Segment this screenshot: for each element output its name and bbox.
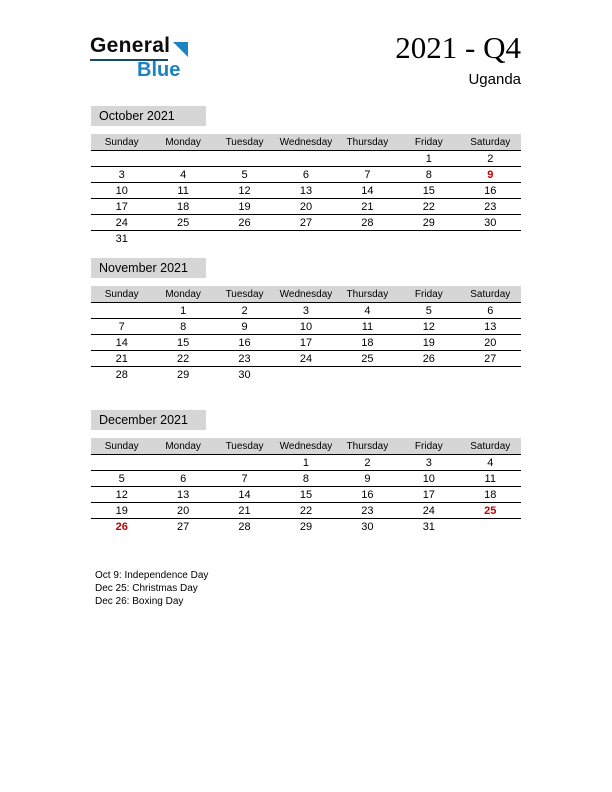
week-row [91, 503, 521, 519]
day-cell: 9 [460, 167, 521, 183]
week-row [91, 455, 521, 471]
day-cell: 24 [398, 503, 459, 519]
weekday-header: Monday [152, 286, 213, 303]
weekday-header: Saturday [460, 438, 521, 455]
day-cell: 13 [275, 183, 336, 199]
day-cell: 5 [91, 471, 152, 487]
day-cell: 13 [460, 319, 521, 335]
day-cell: 24 [275, 351, 336, 367]
day-cell: 31 [398, 519, 459, 535]
day-cell: 14 [337, 183, 398, 199]
weekday-header: Thursday [337, 134, 398, 151]
weekday-header: Saturday [460, 134, 521, 151]
day-cell: 29 [152, 367, 213, 383]
general-blue-logo [90, 34, 188, 82]
week-row [91, 471, 521, 487]
empty-cell [460, 231, 521, 247]
day-cell: 20 [152, 503, 213, 519]
weekday-header: Wednesday [275, 134, 336, 151]
day-cell: 12 [214, 183, 275, 199]
day-cell: 16 [214, 335, 275, 351]
day-cell: 6 [152, 471, 213, 487]
empty-cell [275, 367, 336, 383]
weekday-header: Saturday [460, 286, 521, 303]
day-cell: 12 [91, 487, 152, 503]
day-cell: 22 [152, 351, 213, 367]
day-cell: 22 [398, 199, 459, 215]
day-cell: 13 [152, 487, 213, 503]
weekday-row [91, 134, 521, 151]
day-cell: 29 [398, 215, 459, 231]
day-cell: 10 [91, 183, 152, 199]
calendar-table [91, 134, 521, 246]
day-cell: 5 [214, 167, 275, 183]
day-cell: 4 [152, 167, 213, 183]
empty-cell [152, 455, 213, 471]
day-cell: 19 [398, 335, 459, 351]
day-cell: 27 [460, 351, 521, 367]
day-cell: 26 [398, 351, 459, 367]
logo-text-general: General [90, 34, 171, 57]
day-cell: 27 [152, 519, 213, 535]
weekday-header: Friday [398, 134, 459, 151]
logo-top-row [90, 34, 188, 58]
day-cell: 25 [152, 215, 213, 231]
empty-cell [91, 151, 152, 167]
empty-cell [398, 367, 459, 383]
month-title: November 2021 [91, 258, 206, 278]
day-cell: 2 [337, 455, 398, 471]
day-cell: 28 [337, 215, 398, 231]
empty-cell [275, 231, 336, 247]
empty-cell [91, 303, 152, 319]
weekday-header: Monday [152, 134, 213, 151]
day-cell: 23 [460, 199, 521, 215]
day-cell: 4 [337, 303, 398, 319]
day-cell: 28 [91, 367, 152, 383]
empty-cell [214, 455, 275, 471]
week-row [91, 519, 521, 535]
weekday-header: Tuesday [214, 438, 275, 455]
weekday-header: Monday [152, 438, 213, 455]
day-cell: 25 [337, 351, 398, 367]
empty-cell [337, 231, 398, 247]
day-cell: 11 [460, 471, 521, 487]
day-cell: 15 [398, 183, 459, 199]
day-cell: 7 [91, 319, 152, 335]
month-title: December 2021 [91, 410, 206, 430]
empty-cell [91, 455, 152, 471]
day-cell: 25 [460, 503, 521, 519]
day-cell: 14 [91, 335, 152, 351]
week-row [91, 335, 521, 351]
day-cell: 2 [214, 303, 275, 319]
empty-cell [398, 231, 459, 247]
day-cell: 15 [275, 487, 336, 503]
week-row [91, 303, 521, 319]
day-cell: 23 [214, 351, 275, 367]
calendar-table [91, 438, 521, 534]
month-section-october [91, 106, 521, 246]
day-cell: 4 [460, 455, 521, 471]
title-block [395, 30, 521, 88]
day-cell: 8 [275, 471, 336, 487]
holiday-item: Dec 26: Boxing Day [95, 596, 184, 607]
calendar-table [91, 286, 521, 382]
day-cell: 9 [337, 471, 398, 487]
day-cell: 18 [152, 199, 213, 215]
day-cell: 16 [460, 183, 521, 199]
empty-cell [214, 151, 275, 167]
weekday-header: Tuesday [214, 286, 275, 303]
day-cell: 10 [275, 319, 336, 335]
day-cell: 29 [275, 519, 336, 535]
weekday-header: Wednesday [275, 286, 336, 303]
weekday-header: Sunday [91, 286, 152, 303]
day-cell: 10 [398, 471, 459, 487]
week-row [91, 487, 521, 503]
day-cell: 21 [337, 199, 398, 215]
day-cell: 1 [152, 303, 213, 319]
empty-cell [214, 231, 275, 247]
day-cell: 17 [275, 335, 336, 351]
day-cell: 28 [214, 519, 275, 535]
weekday-header: Sunday [91, 438, 152, 455]
day-cell: 14 [214, 487, 275, 503]
day-cell: 21 [91, 351, 152, 367]
week-row [91, 367, 521, 383]
logo-text-blue: Blue [137, 59, 181, 81]
day-cell: 16 [337, 487, 398, 503]
day-cell: 20 [275, 199, 336, 215]
week-row [91, 199, 521, 215]
empty-cell [337, 151, 398, 167]
day-cell: 11 [337, 319, 398, 335]
day-cell: 27 [275, 215, 336, 231]
day-cell: 1 [398, 151, 459, 167]
weekday-header: Tuesday [214, 134, 275, 151]
day-cell: 19 [91, 503, 152, 519]
week-row [91, 215, 521, 231]
day-cell: 3 [275, 303, 336, 319]
week-row [91, 183, 521, 199]
week-row [91, 151, 521, 167]
day-cell: 30 [214, 367, 275, 383]
day-cell: 3 [398, 455, 459, 471]
empty-cell [460, 367, 521, 383]
week-row [91, 167, 521, 183]
weekday-header: Wednesday [275, 438, 336, 455]
day-cell: 22 [275, 503, 336, 519]
day-cell: 9 [214, 319, 275, 335]
empty-cell [152, 151, 213, 167]
day-cell: 11 [152, 183, 213, 199]
day-cell: 17 [398, 487, 459, 503]
empty-cell [337, 367, 398, 383]
day-cell: 26 [214, 215, 275, 231]
day-cell: 7 [337, 167, 398, 183]
day-cell: 18 [337, 335, 398, 351]
weekday-header: Friday [398, 438, 459, 455]
month-section-november [91, 258, 521, 382]
weekday-row [91, 438, 521, 455]
weekday-row [91, 286, 521, 303]
day-cell: 1 [275, 455, 336, 471]
holiday-item: Dec 25: Christmas Day [95, 583, 198, 594]
day-cell: 31 [91, 231, 152, 247]
empty-cell [152, 231, 213, 247]
day-cell: 24 [91, 215, 152, 231]
day-cell: 18 [460, 487, 521, 503]
day-cell: 8 [152, 319, 213, 335]
weekday-header: Thursday [337, 286, 398, 303]
day-cell: 19 [214, 199, 275, 215]
day-cell: 3 [91, 167, 152, 183]
week-row [91, 231, 521, 247]
day-cell: 6 [460, 303, 521, 319]
day-cell: 12 [398, 319, 459, 335]
country-label: Uganda [468, 71, 521, 88]
weekday-header: Sunday [91, 134, 152, 151]
day-cell: 26 [91, 519, 152, 535]
day-cell: 2 [460, 151, 521, 167]
month-title: October 2021 [91, 106, 206, 126]
day-cell: 30 [460, 215, 521, 231]
day-cell: 30 [337, 519, 398, 535]
logo-triangle-icon [173, 42, 188, 57]
day-cell: 8 [398, 167, 459, 183]
weekday-header: Friday [398, 286, 459, 303]
month-section-december [91, 410, 521, 534]
day-cell: 15 [152, 335, 213, 351]
empty-cell [460, 519, 521, 535]
day-cell: 6 [275, 167, 336, 183]
day-cell: 23 [337, 503, 398, 519]
quarter-title: 2021 - Q4 [395, 30, 521, 65]
day-cell: 5 [398, 303, 459, 319]
day-cell: 20 [460, 335, 521, 351]
holiday-list [95, 569, 208, 608]
day-cell: 17 [91, 199, 152, 215]
empty-cell [275, 151, 336, 167]
week-row [91, 351, 521, 367]
week-row [91, 319, 521, 335]
holiday-item: Oct 9: Independence Day [95, 570, 209, 581]
day-cell: 21 [214, 503, 275, 519]
day-cell: 7 [214, 471, 275, 487]
weekday-header: Thursday [337, 438, 398, 455]
